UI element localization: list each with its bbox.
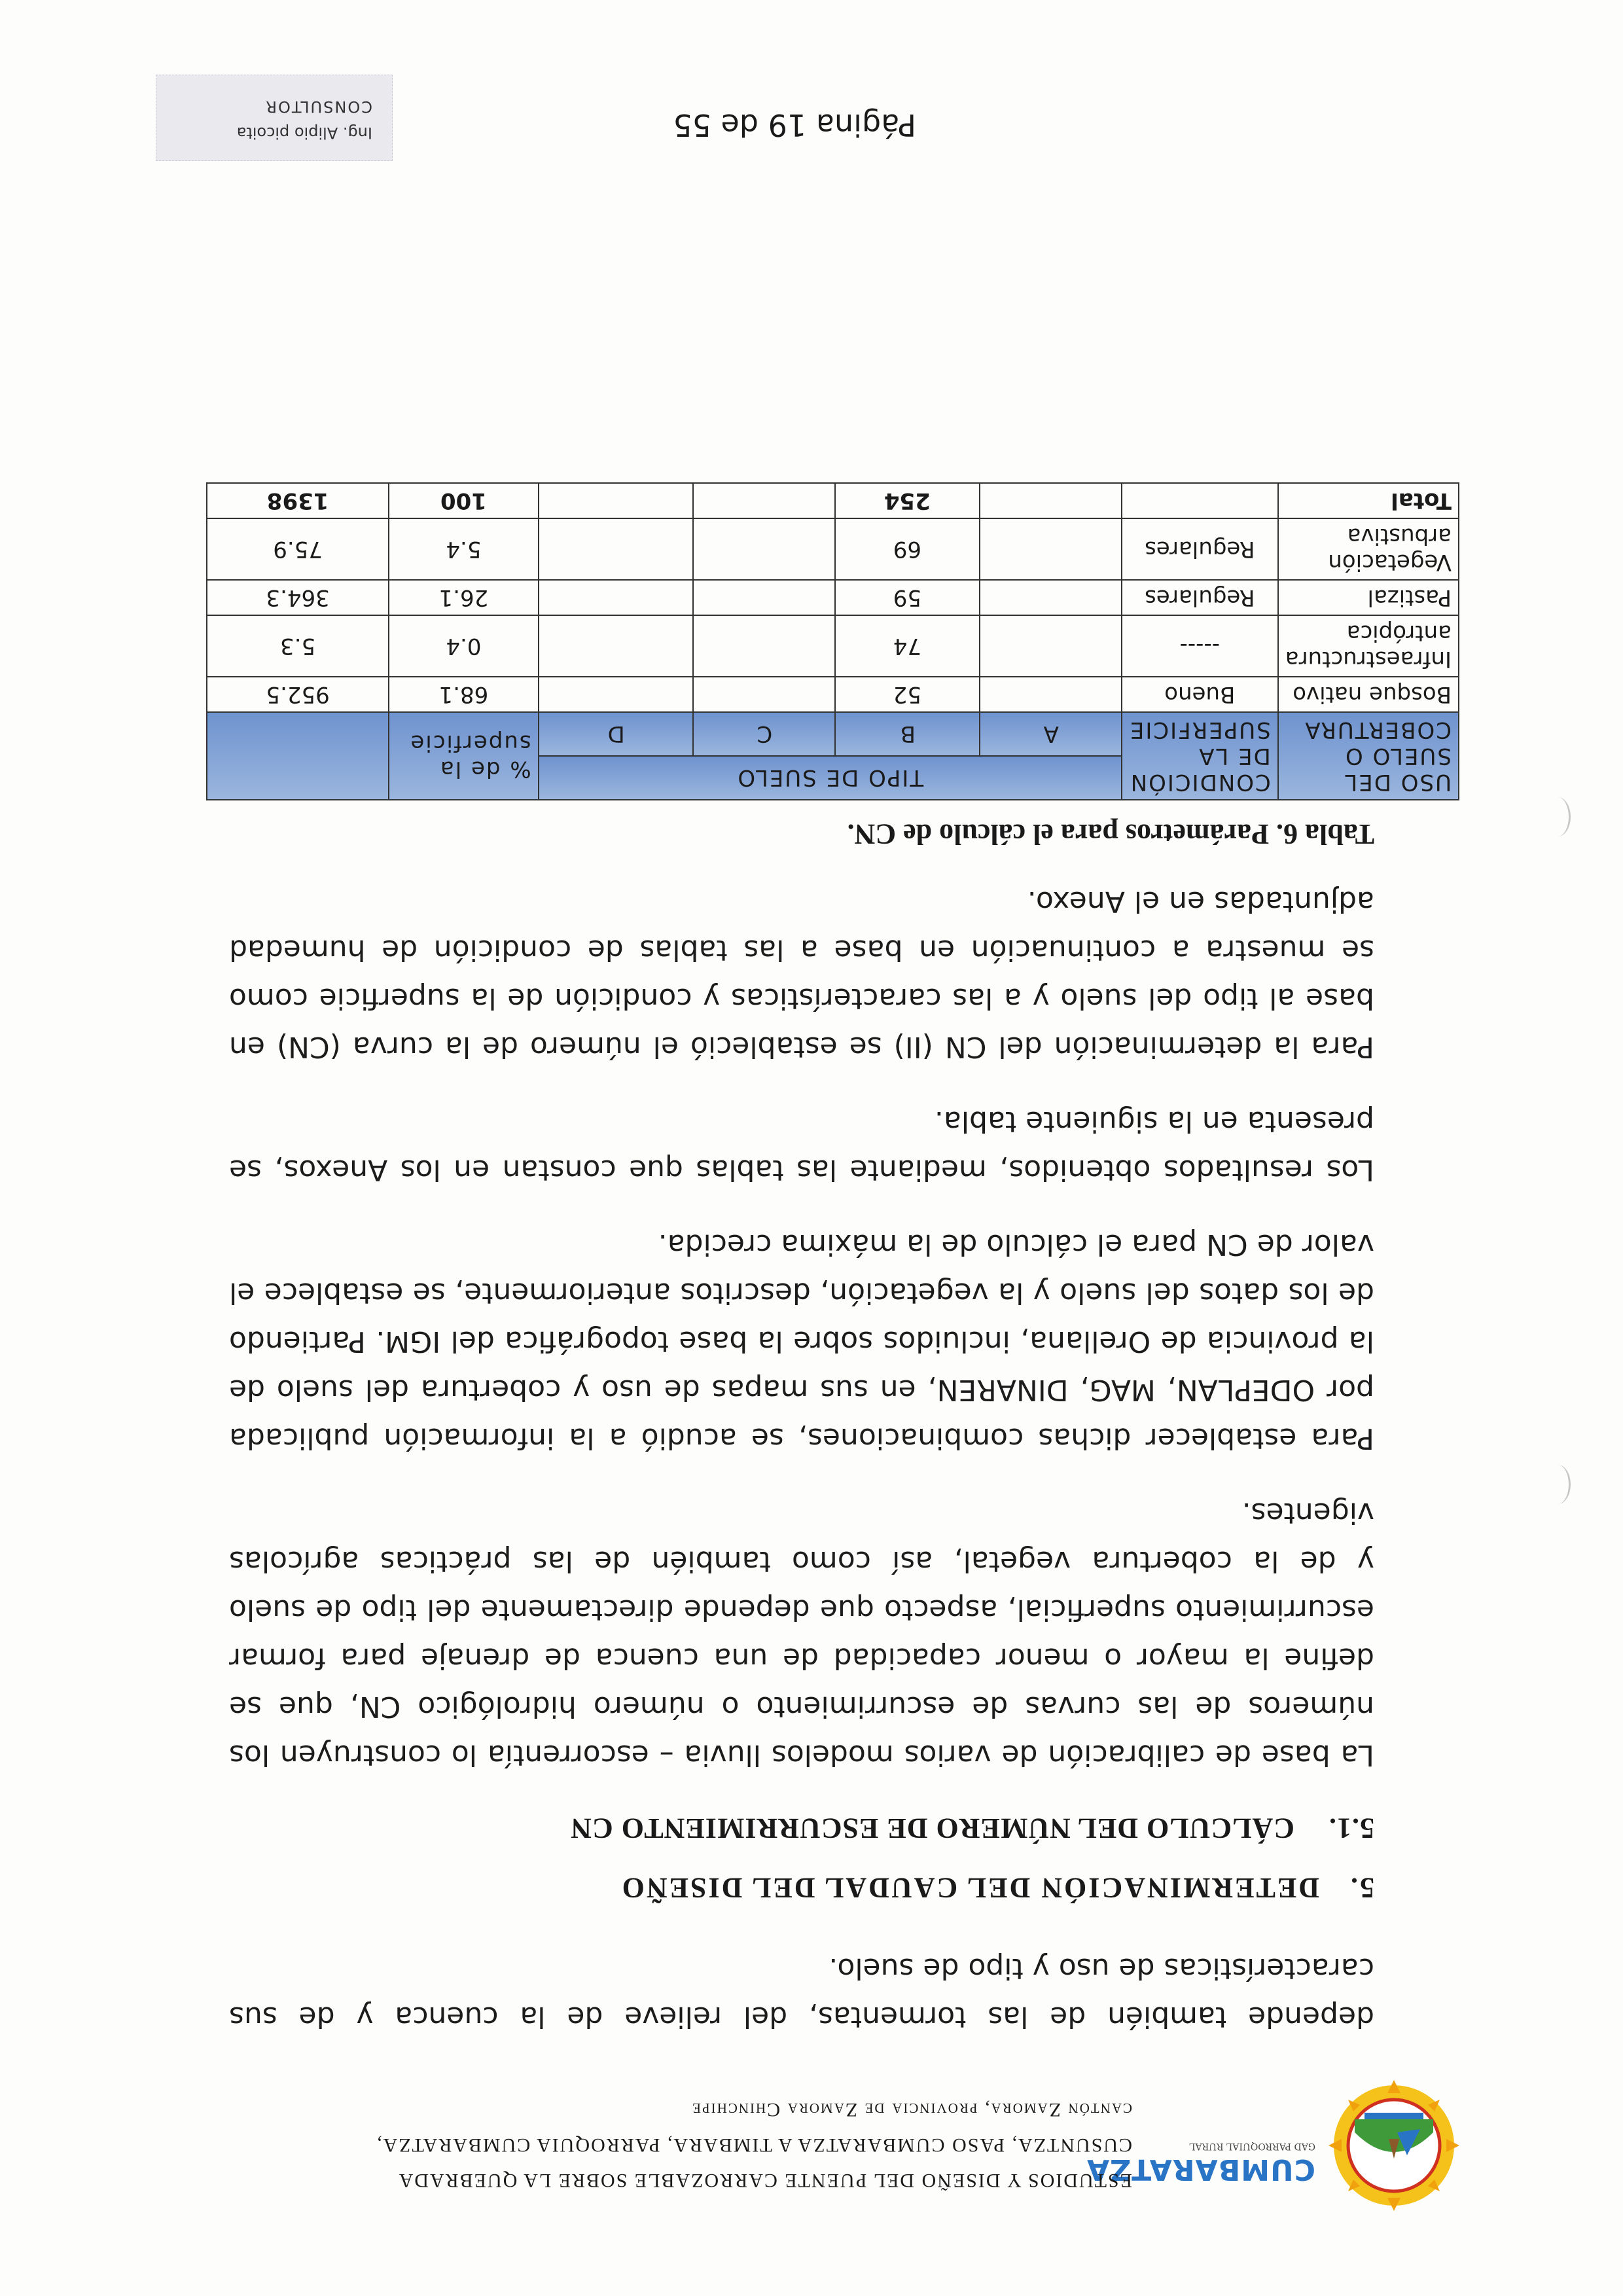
cell-sup: 5.3 bbox=[207, 615, 389, 677]
cell-d bbox=[539, 580, 693, 615]
header-d: D bbox=[539, 712, 693, 756]
table-total-row bbox=[207, 483, 1459, 518]
brand-name: CUMBARATZA bbox=[1086, 2153, 1315, 2186]
cell-d bbox=[539, 518, 693, 580]
cell-pct: 5.4 bbox=[389, 518, 538, 580]
cell-b: 74 bbox=[835, 615, 979, 677]
brand-subtitle: GAD PARROQUIAL RURAL bbox=[1189, 2141, 1315, 2151]
cell-c bbox=[693, 518, 835, 580]
table-header-row bbox=[207, 756, 1459, 800]
cell-pct: 0.4 bbox=[389, 615, 538, 677]
cell-sup: 952.5 bbox=[207, 677, 389, 712]
header-tipo-suelo: TIPO DE SUELO bbox=[539, 756, 1122, 800]
cell-uso: Bosque nativo bbox=[1278, 677, 1459, 712]
table-row bbox=[207, 615, 1459, 677]
header-extra bbox=[207, 712, 389, 800]
document-footer bbox=[0, 77, 1623, 143]
cell-sup: 75.9 bbox=[207, 518, 389, 580]
cn-parameters-table bbox=[206, 482, 1459, 800]
cell-a bbox=[980, 518, 1122, 580]
header-a: A bbox=[980, 712, 1122, 756]
cell-sup: 364.3 bbox=[207, 580, 389, 615]
subsection-heading bbox=[229, 1812, 1374, 1845]
paragraph-cn-determination: Para la determinación del CN (II) se estableció el número de la curva (CN) en base al tipo del suelo y a las características y condición de la superficie como se muestra a continuación en base a las tablas de condición de humedad adjuntadas en el Anexo. bbox=[229, 885, 1374, 1064]
document-header bbox=[164, 2073, 1459, 2211]
table-caption: Tabla 6. Parámetros para el cálculo de CN. bbox=[847, 818, 1374, 850]
paragraph-results: Los resultados obtenidos, mediante las tablas que constan en los Anexos, se presenta en la siguiente tabla. bbox=[229, 1105, 1374, 1187]
binder-hole bbox=[1545, 1465, 1571, 1504]
cell-total-sup: 1398 bbox=[207, 483, 389, 518]
cell-total-b: 254 bbox=[835, 483, 979, 518]
cell-d bbox=[539, 677, 693, 712]
project-title-line-3: cantón Zamora, provincia de Zamora Chinchipe bbox=[691, 2099, 1132, 2121]
paragraph-data-sources: Para establecer dichas combinaciones, se acudió a la información publicada por ODEPLAN, MAG, DINAREN, en sus mapas de uso y cobertura del suelo de la provincia de Orellana, incluidos sobre la base topográfica del IGM. Partiendo de los datos del suelo y la vegetación, descritos anteriormente, se establece el valor de CN para el cálculo de la máxima crecida. bbox=[229, 1228, 1374, 1455]
cell-uso: Infraestructura antrópica bbox=[1278, 615, 1459, 677]
cell-uso: Vegetación arbustiva bbox=[1278, 518, 1459, 580]
cell-b: 52 bbox=[835, 677, 979, 712]
document-body bbox=[229, 482, 1452, 2041]
cell-c bbox=[693, 483, 835, 518]
intro-paragraph: depende también de las tormentas, del relieve de la cuenca y de sus características de uso y tipo de suelo. bbox=[229, 1952, 1374, 2034]
header-pct: % de la superficie bbox=[389, 712, 538, 800]
header-c: C bbox=[693, 712, 835, 756]
stamp-name: Ing. Alipio picoita bbox=[236, 124, 372, 142]
cell-condicion: Bueno bbox=[1122, 677, 1278, 712]
brand-block bbox=[1086, 2141, 1315, 2186]
project-title-line-1: ESTUDIOS Y DISEÑO DEL PUENTE CARROZABLE SOBRE LA QUEBRADA bbox=[397, 2170, 1132, 2191]
table-row bbox=[207, 677, 1459, 712]
cell-total-label: Total bbox=[1278, 483, 1459, 518]
project-title-line-2: CUSUNTZA, PASO CUMBARATZA A TIMBARA, PARROQUIA CUMBARATZA, bbox=[376, 2134, 1132, 2156]
parish-seal-icon bbox=[1329, 2080, 1459, 2211]
table-row bbox=[207, 518, 1459, 580]
binder-hole bbox=[1545, 797, 1571, 836]
cell-a bbox=[980, 615, 1122, 677]
cell-condicion: Regulares bbox=[1122, 580, 1278, 615]
cell-d bbox=[539, 615, 693, 677]
cell-a bbox=[980, 580, 1122, 615]
paragraph-cn-definition: La base de calibración de varios modelos lluvia – escorrentía lo construyen los números de las curvas de escurrimiento o número hidrológico CN, que se define la mayor o menor capacidad de una cuenca de drenaje para formar escurrimiento superficial, aspecto que depende directamente del tipo de suelo y de la cobertura vegetal, así como también de las prácticas agrícolas vigentes. bbox=[229, 1496, 1374, 1772]
cell-d bbox=[539, 483, 693, 518]
project-title bbox=[164, 2092, 1132, 2198]
subsection-number: 5.1. bbox=[1329, 1812, 1374, 1844]
cell-a bbox=[980, 483, 1122, 518]
cell-condicion bbox=[1122, 483, 1278, 518]
subsection-title: CÁLCULO DEL NÚMERO DE ESCURRIMIENTO CN bbox=[570, 1812, 1294, 1844]
header-b: B bbox=[835, 712, 979, 756]
header-uso: USO DEL SUELO O COBERTURA bbox=[1278, 712, 1459, 800]
cell-condicion: ----- bbox=[1122, 615, 1278, 677]
section-number: 5. bbox=[1349, 1872, 1374, 1904]
header-condicion: CONDICIÓN DE LA SUPERFICIE bbox=[1122, 712, 1278, 800]
consultant-stamp bbox=[156, 75, 393, 161]
cell-c bbox=[693, 677, 835, 712]
cell-a bbox=[980, 677, 1122, 712]
cell-pct: 26.1 bbox=[389, 580, 538, 615]
stamp-role: CONSULTOR bbox=[264, 98, 372, 116]
cell-c bbox=[693, 580, 835, 615]
table-row bbox=[207, 580, 1459, 615]
cell-b: 69 bbox=[835, 518, 979, 580]
cell-condicion: Regulares bbox=[1122, 518, 1278, 580]
section-title: DETERMINACIÓN DEL CAUDAL DEL DISEÑO bbox=[620, 1872, 1319, 1904]
cell-total-pct: 100 bbox=[389, 483, 538, 518]
cell-uso: Pastizal bbox=[1278, 580, 1459, 615]
section-heading bbox=[229, 1871, 1374, 1905]
page-number: Página 19 de 55 bbox=[673, 107, 916, 143]
cell-c bbox=[693, 615, 835, 677]
cell-b: 59 bbox=[835, 580, 979, 615]
cell-pct: 68.1 bbox=[389, 677, 538, 712]
